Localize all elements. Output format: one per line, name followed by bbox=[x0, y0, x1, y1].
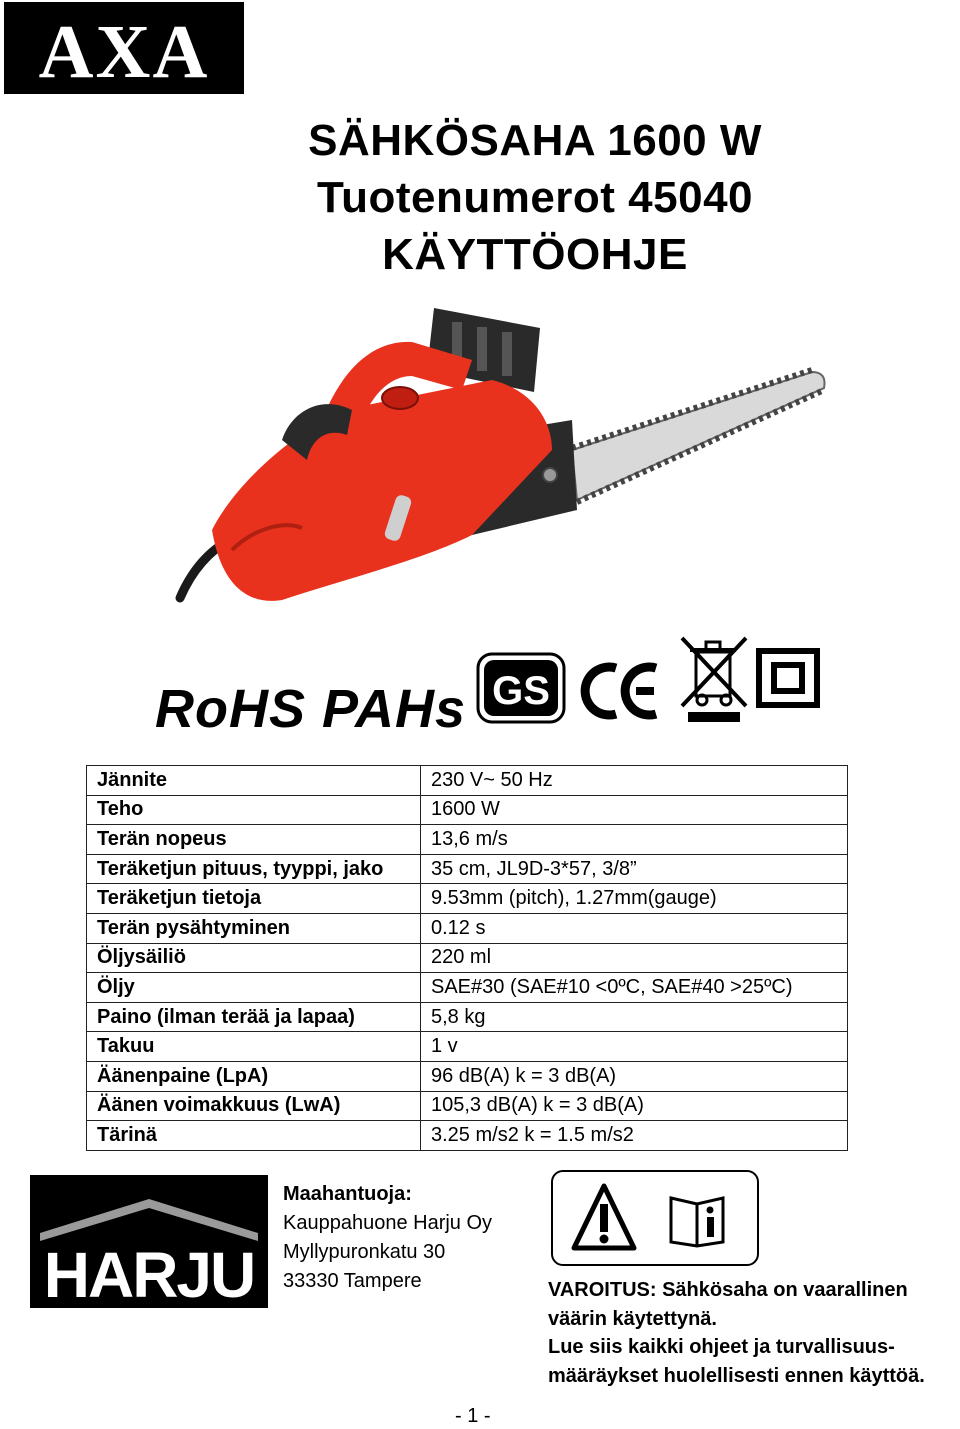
spec-label: Takuu bbox=[87, 1032, 421, 1062]
warning-line: VAROITUS: Sähkösaha on vaarallinen bbox=[548, 1279, 908, 1301]
ce-mark-icon bbox=[580, 660, 662, 722]
manual-title: KÄYTTÖOHJE bbox=[382, 230, 688, 279]
spec-label: Teräketjun tietoja bbox=[87, 884, 421, 914]
spec-value: 220 ml bbox=[421, 943, 848, 973]
chainsaw-illustration bbox=[172, 300, 832, 620]
table-row bbox=[87, 943, 848, 973]
warning-text bbox=[548, 1276, 960, 1390]
axa-logo-graphic bbox=[4, 2, 244, 94]
table-row bbox=[87, 766, 848, 796]
table-row bbox=[87, 795, 848, 825]
svg-text:GS: GS bbox=[492, 669, 550, 713]
harju-logo bbox=[30, 1175, 268, 1308]
importer-heading: Maahantuoja: bbox=[283, 1183, 412, 1205]
importer-info bbox=[283, 1180, 492, 1296]
table-row bbox=[87, 1061, 848, 1091]
axa-logo-text: AXA bbox=[38, 10, 210, 94]
spec-value: 0.12 s bbox=[421, 913, 848, 943]
warning-line: väärin käytettynä. bbox=[548, 1307, 717, 1330]
table-row bbox=[87, 913, 848, 943]
warning-line: määräykset huolellisesti ennen käyttöä. bbox=[548, 1364, 925, 1387]
table-row bbox=[87, 1032, 848, 1062]
importer-company: Kauppahuone Harju Oy bbox=[283, 1212, 493, 1234]
warning-icons-box bbox=[551, 1170, 759, 1266]
table-row bbox=[87, 973, 848, 1003]
title-block bbox=[240, 112, 830, 283]
importer-street: Myllypuronkatu 30 bbox=[283, 1241, 446, 1263]
table-row bbox=[87, 1002, 848, 1032]
spec-value: 3.25 m/s2 k = 1.5 m/s2 bbox=[421, 1121, 848, 1151]
spec-value: SAE#30 (SAE#10 <0ºC, SAE#40 >25ºC) bbox=[421, 973, 848, 1003]
spec-label: Teräketjun pituus, tyyppi, jako bbox=[87, 854, 421, 884]
chainsaw-image bbox=[172, 300, 832, 620]
harju-logo-text: HARJU bbox=[43, 1239, 255, 1308]
spec-value: 9.53mm (pitch), 1.27mm(gauge) bbox=[421, 884, 848, 914]
spec-label: Äänen voimakkuus (LwA) bbox=[87, 1091, 421, 1121]
spec-value: 1 v bbox=[421, 1032, 848, 1062]
read-manual-icon bbox=[667, 1190, 727, 1248]
product-title: SÄHKÖSAHA 1600 W bbox=[308, 116, 762, 165]
double-insulation-icon bbox=[756, 648, 820, 708]
table-row bbox=[87, 1091, 848, 1121]
product-number: Tuotenumerot 45040 bbox=[316, 173, 754, 222]
importer-city: 33330 Tampere bbox=[283, 1270, 422, 1292]
table-row bbox=[87, 884, 848, 914]
spec-value: 5,8 kg bbox=[421, 1002, 848, 1032]
spec-label: Öljysäiliö bbox=[87, 943, 421, 973]
axa-logo bbox=[4, 2, 244, 94]
spec-label: Öljy bbox=[87, 973, 421, 1003]
weee-bin-icon bbox=[676, 634, 752, 724]
spec-label: Äänenpaine (LpA) bbox=[87, 1061, 421, 1091]
spec-value: 96 dB(A) k = 3 dB(A) bbox=[421, 1061, 848, 1091]
specifications-table bbox=[86, 765, 848, 1151]
spec-label: Jännite bbox=[87, 766, 421, 796]
rohs-pahs-label: RoHS PAHs bbox=[155, 679, 467, 739]
spec-label: Tärinä bbox=[87, 1121, 421, 1151]
spec-value: 35 cm, JL9D-3*57, 3/8” bbox=[421, 854, 848, 884]
harju-logo-graphic bbox=[30, 1175, 268, 1308]
spec-label: Paino (ilman terää ja lapaa) bbox=[87, 1002, 421, 1032]
gs-mark-icon bbox=[476, 652, 566, 724]
spec-value: 105,3 dB(A) k = 3 dB(A) bbox=[421, 1091, 848, 1121]
spec-value: 230 V~ 50 Hz bbox=[421, 766, 848, 796]
spec-value: 13,6 m/s bbox=[421, 825, 848, 855]
page-number: - 1 - bbox=[455, 1405, 491, 1427]
table-row bbox=[87, 1121, 848, 1151]
warning-triangle-icon bbox=[571, 1182, 637, 1254]
table-row bbox=[87, 825, 848, 855]
spec-label: Terän nopeus bbox=[87, 825, 421, 855]
table-row bbox=[87, 854, 848, 884]
spec-label: Teho bbox=[87, 795, 421, 825]
spec-value: 1600 W bbox=[421, 795, 848, 825]
warning-line: Lue siis kaikki ohjeet ja turvallisuus- bbox=[548, 1336, 895, 1358]
spec-label: Terän pysähtyminen bbox=[87, 913, 421, 943]
